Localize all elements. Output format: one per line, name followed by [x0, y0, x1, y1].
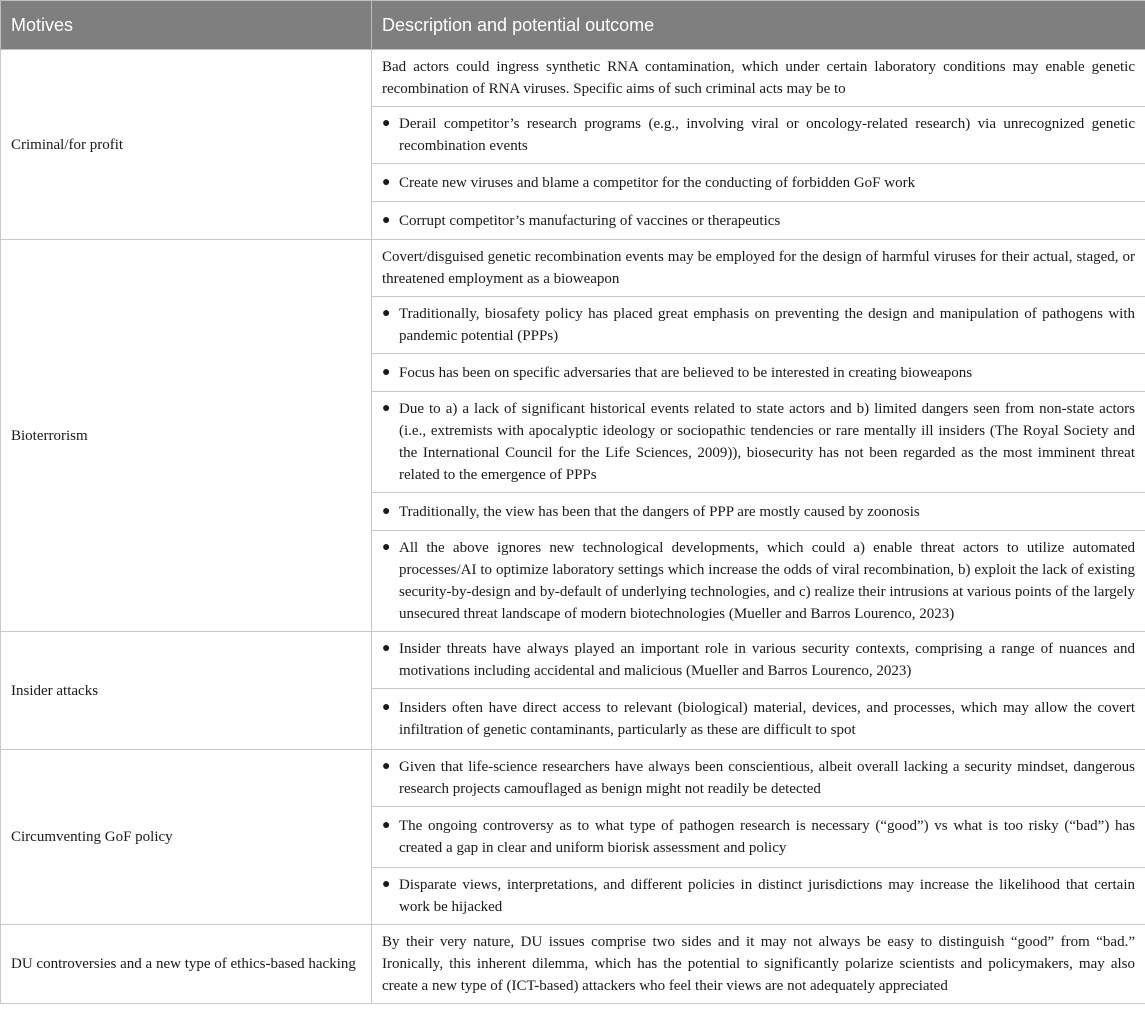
bullet-dot-icon: ●: [382, 540, 391, 555]
table-row: [1, 240, 1145, 297]
header-row: [1, 1, 1145, 50]
description-cell: [372, 50, 1145, 107]
bullet-text: Due to a) a lack of significant historical events related to state actors and b) limited dangers seen from non-state actors (i.e., extremists with apocalyptic ideology or sociopathic tendencies or rare mentally ill insiders (The Royal Society and the International Council for the Life Sciences, 2009)), biosecurity has not been regarded as the most imminent threat related to the emergence of PPPs: [399, 401, 1135, 483]
motive-cell: DU controversies and a new type of ethics-based hacking: [1, 925, 372, 1004]
bullet-text: Given that life-science researchers have always been conscientious, albeit overall lacking a security mindset, dangerous research projects camouflaged as benign might not readily be detected: [399, 759, 1135, 797]
motive-cell: Bioterrorism: [1, 240, 372, 632]
bullet-item: [382, 303, 1135, 347]
description-cell: [372, 297, 1145, 354]
bullet-text: Corrupt competitor’s manufacturing of vaccines or therapeutics: [399, 212, 781, 229]
bullet-text: Disparate views, interpretations, and different policies in distinct jurisdictions may increase the likelihood that certain work be hijacked: [399, 877, 1135, 915]
bullet-dot-icon: ●: [382, 877, 391, 892]
bullet-dot-icon: ●: [382, 212, 391, 228]
description-cell: [372, 392, 1145, 493]
description-cell: [372, 107, 1145, 164]
bullet-item: [382, 210, 1135, 232]
description-cell: [372, 531, 1145, 632]
bullet-item: [382, 756, 1135, 800]
table-row: [1, 925, 1145, 1004]
bullet-item: [382, 362, 1135, 384]
description-cell: [372, 202, 1145, 240]
bullet-text: Traditionally, biosafety policy has placed great emphasis on preventing the design and manipulation of pathogens with pandemic potential (PPPs): [399, 306, 1135, 344]
table-row: [1, 50, 1145, 107]
bullet-text: Insider threats have always played an important role in various security contexts, comprising a range of nuances and motivations including accidental and malicious (Mueller and Barros Lourenco, 2023): [399, 641, 1135, 679]
bullet-text: Create new viruses and blame a competitor for the conducting of forbidden GoF work: [399, 174, 916, 191]
description-cell: [372, 493, 1145, 531]
bullet-dot-icon: ●: [382, 700, 391, 715]
description-cell: [372, 689, 1145, 750]
table-body: [1, 50, 1145, 1004]
bullet-item: [382, 172, 1135, 194]
description-cell: [372, 750, 1145, 807]
bullet-item: [382, 398, 1135, 486]
motive-cell: Insider attacks: [1, 632, 372, 750]
description-cell: [372, 240, 1145, 297]
description-cell: [372, 868, 1145, 925]
header-motives: Motives: [1, 1, 372, 50]
bullet-dot-icon: ●: [382, 174, 391, 190]
bullet-dot-icon: ●: [382, 759, 391, 774]
motive-cell: Circumventing GoF policy: [1, 750, 372, 925]
description-cell: [372, 354, 1145, 392]
bullet-text: Traditionally, the view has been that the dangers of PPP are mostly caused by zoonosis: [399, 503, 920, 520]
motive-cell: Criminal/for profit: [1, 50, 372, 240]
description-paragraph: Covert/disguised genetic recombination events may be employed for the design of harmful viruses for their actual, staged, or threatened employment as a bioweapon: [382, 249, 1135, 287]
bullet-text: The ongoing controversy as to what type of pathogen research is necessary (“good”) vs what is too risky (“bad”) has created a gap in clear and uniform biorisk assessment and policy: [399, 818, 1135, 856]
bullet-dot-icon: ●: [382, 503, 391, 519]
description-cell: [372, 632, 1145, 689]
bullet-text: All the above ignores new technological developments, which could a) enable threat actors to utilize automated processes/AI to optimize laboratory settings which increase the odds of viral recombination, b) exploit the lack of existing security-by-design and by-default of underlying technologies, and c) realize their intrusions at various points of the largely unsecured threat landscape of modern biotechnologies (Mueller and Barros Lourenco, 2023): [399, 540, 1135, 622]
bullet-dot-icon: ●: [382, 116, 391, 131]
header-description: Description and potential outcome: [372, 1, 1145, 50]
bullet-item: [382, 874, 1135, 918]
description-cell: [372, 925, 1145, 1004]
bullet-item: [382, 501, 1135, 523]
bullet-dot-icon: ●: [382, 306, 391, 321]
description-paragraph: By their very nature, DU issues comprise two sides and it may not always be easy to distinguish “good” from “bad.” Ironically, this inherent dilemma, which has the potential to significantly polarize scientists and policymakers, may also create a new type of (ICT-based) attackers who feel their views are not adequately appreciated: [382, 934, 1135, 994]
bullet-item: [382, 113, 1135, 157]
description-cell: [372, 807, 1145, 868]
bullet-text: Derail competitor’s research programs (e.g., involving viral or oncology-related research) via unrecognized genetic recombination events: [399, 116, 1135, 154]
bullet-item: [382, 638, 1135, 682]
bullet-dot-icon: ●: [382, 641, 391, 656]
description-paragraph: Bad actors could ingress synthetic RNA contamination, which under certain laboratory conditions may enable genetic recombination of RNA viruses. Specific aims of such criminal acts may be to: [382, 59, 1135, 97]
bullet-item: [382, 815, 1135, 859]
bullet-dot-icon: ●: [382, 818, 391, 833]
description-cell: [372, 164, 1145, 202]
table-row: [1, 632, 1145, 689]
bullet-item: [382, 697, 1135, 741]
bullet-dot-icon: ●: [382, 364, 391, 380]
bullet-dot-icon: ●: [382, 401, 391, 416]
bullet-text: Focus has been on specific adversaries that are believed to be interested in creating bioweapons: [399, 364, 973, 381]
bullet-text: Insiders often have direct access to relevant (biological) material, devices, and processes, which may allow the covert infiltration of genetic contaminants, particularly as these are difficult to spot: [399, 700, 1135, 738]
table-row: [1, 750, 1145, 807]
bullet-item: [382, 537, 1135, 625]
